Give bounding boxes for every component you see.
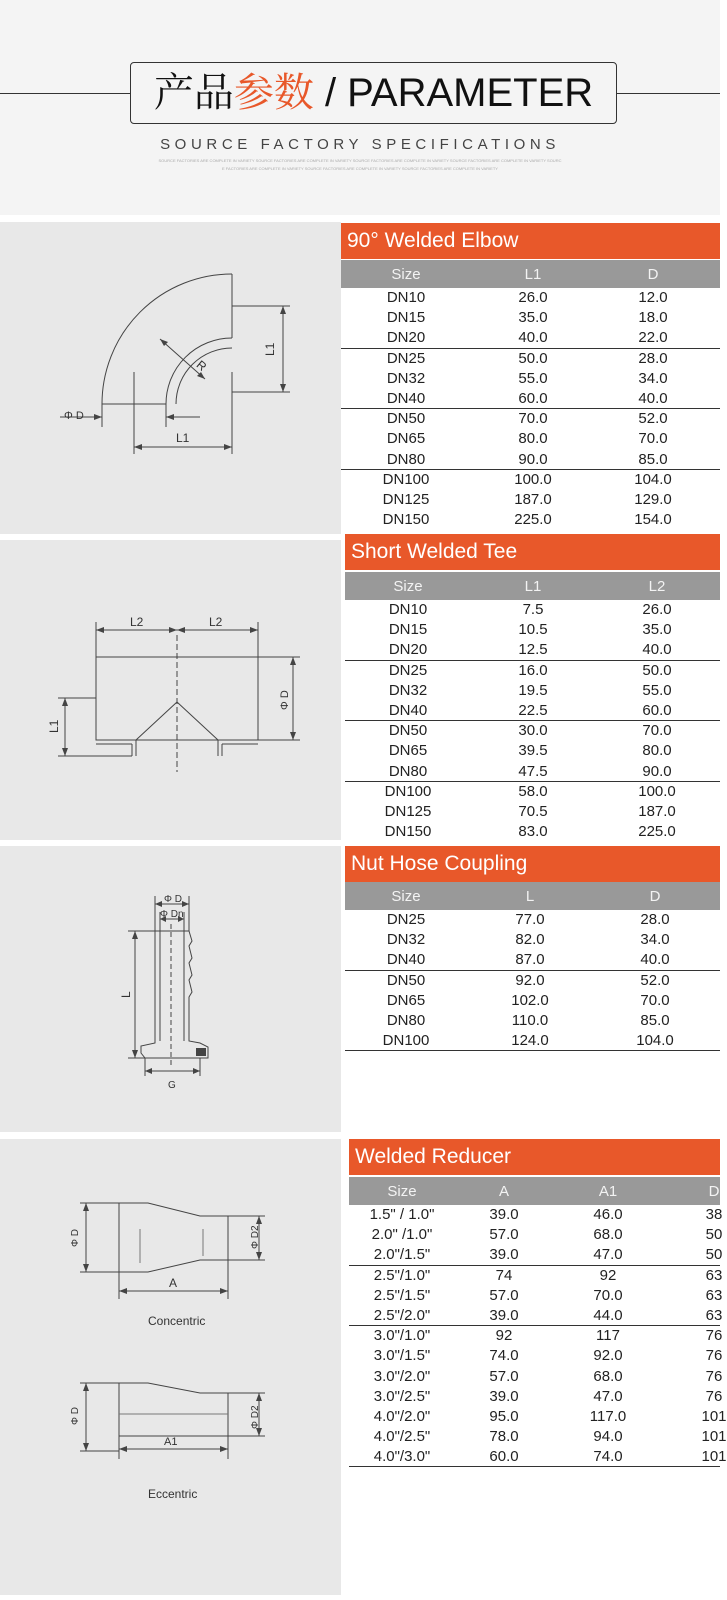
column-header: Size: [391, 888, 421, 905]
elbow-label-l1-bottom: L1: [176, 431, 190, 445]
column-header: A1: [598, 1183, 618, 1200]
elbow-table-body: [341, 288, 720, 530]
table-cell: 100.0: [638, 782, 676, 800]
table-cell: 63: [705, 1266, 723, 1284]
table-cell: 22.0: [638, 329, 668, 347]
elbow-label-r: R: [193, 357, 210, 374]
table-cell: 12.0: [638, 289, 668, 306]
table-cell: 87.0: [515, 951, 545, 969]
table-cell: DN80: [386, 450, 426, 468]
elbow-spec-table: [341, 260, 720, 530]
table-row: [341, 510, 720, 530]
table-cell: 101: [701, 1428, 727, 1446]
micro-text-line-1: SOURCE FACTORIES ARE COMPLETE IN VARIETY SOURCE FACTORIES ARE COMPLETE IN VARIETY SOURCE FACTORIES ARE COMPLETE IN VARIETY SOURCE FACTORIES ARE COMPLETE IN VARIETY SOURC: [158, 158, 562, 163]
reducer-eccentric-label-d: Φ D: [70, 1407, 81, 1425]
table-row: [345, 620, 720, 640]
table-header: [345, 572, 720, 600]
table-cell: DN150: [384, 823, 432, 841]
table-cell: DN32: [388, 681, 428, 699]
table-row: [341, 369, 720, 389]
table-cell: DN15: [388, 621, 428, 639]
tee-label-l1: L1: [47, 719, 61, 733]
table-cell: 94.0: [593, 1428, 623, 1446]
table-cell: 68.0: [593, 1226, 623, 1244]
page-subtitle: SOURCE FACTORY SPECIFICATIONS: [160, 136, 560, 153]
table-cell: 40.0: [642, 641, 672, 659]
table-cell: 38: [705, 1206, 723, 1223]
table-row: [345, 950, 720, 970]
table-cell: DN150: [382, 511, 430, 529]
table-cell: 76: [705, 1387, 723, 1405]
table-row: [349, 1447, 727, 1467]
table-cell: 39.0: [489, 1246, 519, 1264]
table-cell: 47.5: [518, 762, 548, 780]
table-row: [345, 701, 720, 721]
table-row: [345, 741, 720, 761]
table-cell: 57.0: [489, 1226, 519, 1244]
table-row: [341, 470, 720, 490]
table-cell: 26.0: [642, 601, 672, 618]
column-header: D: [647, 266, 659, 283]
title-rule-left: [0, 93, 130, 94]
table-cell: 101: [701, 1407, 727, 1425]
table-cell: 22.5: [518, 701, 548, 719]
page-header: [0, 0, 720, 215]
table-cell: 70.0: [638, 430, 668, 448]
table-cell: 77.0: [515, 911, 545, 928]
reducer-spec-table: [349, 1177, 727, 1467]
table-cell: 187.0: [514, 490, 552, 508]
table-cell: 47.0: [593, 1387, 623, 1405]
table-cell: DN10: [388, 601, 428, 618]
table-cell: DN100: [384, 782, 432, 800]
table-cell: DN65: [386, 991, 426, 1009]
table-cell: 117: [596, 1327, 620, 1345]
table-cell: 34.0: [640, 931, 670, 949]
column-header: Size: [393, 578, 423, 595]
table-row: [345, 661, 720, 681]
reducer-diagram: [0, 1139, 341, 1595]
column-header: L: [525, 888, 535, 905]
reducer-concentric-label-d2: Φ D2: [250, 1225, 261, 1249]
column-header: L1: [524, 578, 542, 595]
table-row: [345, 782, 720, 802]
table-cell: 19.5: [518, 681, 548, 699]
reducer-diagram-panel: [0, 1139, 341, 1595]
table-cell: DN32: [386, 931, 426, 949]
table-cell: DN40: [386, 951, 426, 969]
table-cell: 92.0: [593, 1347, 623, 1365]
table-row: [349, 1266, 723, 1286]
table-row: [349, 1326, 723, 1346]
table-row: [341, 429, 720, 449]
table-row: [345, 802, 720, 822]
table-cell: 110.0: [511, 1011, 549, 1029]
table-cell: DN50: [386, 971, 426, 989]
table-cell: 3.0"/1.5": [373, 1347, 431, 1365]
table-row: [341, 450, 720, 470]
column-header: D: [649, 888, 661, 905]
reducer-table-body: [349, 1205, 727, 1467]
table-cell: 102.0: [511, 991, 549, 1009]
tee-spec-panel: [345, 534, 720, 840]
table-cell: 52.0: [640, 971, 670, 989]
table-row: [345, 640, 720, 660]
table-cell: 46.0: [593, 1206, 623, 1223]
table-row: [349, 1306, 723, 1326]
table-cell: DN20: [386, 329, 426, 347]
title-cn-black: 产品: [153, 71, 234, 115]
elbow-label-d: Φ D: [64, 410, 84, 422]
table-cell: 2.5"/1.5": [373, 1286, 431, 1304]
table-cell: 78.0: [489, 1428, 519, 1446]
table-cell: 101: [701, 1448, 727, 1466]
table-cell: 3.0"/2.0": [373, 1367, 431, 1385]
table-cell: 2.5"/1.0": [373, 1266, 431, 1284]
table-row: [349, 1387, 723, 1407]
section-title-elbow: 90° Welded Elbow: [341, 223, 720, 259]
table-cell: 117.0: [589, 1407, 627, 1425]
table-cell: 2.0"/1.5": [373, 1246, 431, 1264]
table-cell: 39.0: [489, 1206, 519, 1223]
table-cell: 100.0: [514, 470, 552, 488]
table-cell: 83.0: [518, 823, 548, 841]
table-row: [345, 822, 720, 842]
table-cell: 76: [705, 1347, 723, 1365]
column-header: Size: [391, 266, 421, 283]
table-cell: 154.0: [634, 511, 672, 529]
table-cell: 55.0: [518, 369, 548, 387]
table-cell: 57.0: [489, 1367, 519, 1385]
table-cell: 85.0: [640, 1011, 670, 1029]
table-cell: 2.0" /1.0": [371, 1226, 433, 1244]
table-cell: 68.0: [593, 1367, 623, 1385]
elbow-spec-panel: [341, 222, 720, 534]
table-row: [341, 308, 720, 328]
tee-diagram: [0, 540, 341, 840]
table-row: [345, 721, 720, 741]
table-cell: DN40: [388, 701, 428, 719]
coupling-diagram: [0, 846, 341, 1132]
table-cell: DN125: [382, 490, 430, 508]
table-cell: 35.0: [518, 309, 548, 327]
table-cell: 60.0: [489, 1448, 519, 1466]
table-cell: 57.0: [489, 1286, 519, 1304]
table-cell: 50: [705, 1246, 723, 1264]
reducer-caption-eccentric: Eccentric: [148, 1487, 198, 1501]
table-cell: 74: [495, 1266, 513, 1284]
reducer-label-a1: A1: [164, 1436, 178, 1448]
table-cell: 63: [705, 1286, 723, 1304]
table-cell: 74.0: [489, 1347, 519, 1365]
column-header: Size: [387, 1183, 417, 1200]
reducer-concentric-label-d: Φ D: [70, 1229, 81, 1247]
table-row: [345, 910, 720, 930]
table-row: [341, 409, 720, 429]
table-row: [345, 681, 720, 701]
table-cell: DN125: [384, 802, 432, 820]
section-title-reducer: Welded Reducer: [349, 1139, 720, 1175]
section-title-coupling: Nut Hose Coupling: [345, 846, 720, 882]
title-rule-right: [615, 93, 720, 94]
page-title: [130, 62, 617, 124]
table-cell: 60.0: [642, 701, 672, 719]
column-header: L2: [648, 578, 666, 595]
table-row: [349, 1367, 723, 1387]
table-cell: 124.0: [511, 1032, 549, 1050]
table-row: [341, 288, 720, 308]
table-cell: DN65: [388, 742, 428, 760]
table-cell: 95.0: [489, 1407, 519, 1425]
table-cell: 44.0: [593, 1306, 623, 1324]
table-cell: 129.0: [634, 490, 672, 508]
table-cell: 82.0: [515, 931, 545, 949]
title-en: / PARAMETER: [313, 71, 594, 115]
table-row: [349, 1225, 723, 1245]
table-cell: 47.0: [593, 1246, 623, 1264]
table-cell: 28.0: [638, 349, 668, 367]
table-cell: 12.5: [518, 641, 548, 659]
table-row: [341, 328, 720, 348]
tee-diagram-panel: [0, 540, 341, 840]
table-row: [345, 600, 720, 620]
table-cell: 60.0: [518, 389, 548, 407]
table-cell: DN100: [382, 470, 430, 488]
table-cell: 40.0: [640, 951, 670, 969]
table-cell: 70.0: [642, 722, 672, 740]
table-cell: 90.0: [518, 450, 548, 468]
table-cell: 4.0"/3.0": [373, 1448, 431, 1466]
table-header: [349, 1177, 720, 1205]
table-row: [345, 971, 720, 991]
table-cell: 70.0: [518, 410, 548, 428]
table-cell: 39.0: [489, 1306, 519, 1324]
table-cell: 26.0: [518, 289, 548, 306]
table-cell: 225.0: [638, 823, 676, 841]
table-cell: DN32: [386, 369, 426, 387]
table-row: [341, 490, 720, 510]
table-cell: 40.0: [518, 329, 548, 347]
table-cell: DN25: [386, 911, 426, 928]
table-cell: DN20: [388, 641, 428, 659]
table-header: [341, 260, 720, 288]
table-cell: DN50: [386, 410, 426, 428]
table-row: [349, 1245, 723, 1265]
table-row: [345, 1031, 720, 1051]
table-cell: DN100: [382, 1032, 430, 1050]
table-cell: 70.0: [640, 991, 670, 1009]
table-row: [349, 1205, 723, 1225]
tee-label-l2-right: L2: [209, 615, 223, 629]
table-cell: DN50: [388, 722, 428, 740]
table-cell: 92.0: [515, 971, 545, 989]
table-cell: 70.5: [518, 802, 548, 820]
tee-label-d: Φ D: [279, 690, 291, 710]
table-row: [341, 389, 720, 409]
elbow-diagram-panel: [0, 222, 341, 534]
table-cell: 34.0: [638, 369, 668, 387]
table-row: [349, 1407, 727, 1427]
table-cell: 1.5" / 1.0": [369, 1206, 435, 1223]
table-cell: 70.0: [593, 1286, 623, 1304]
table-cell: 104.0: [636, 1032, 674, 1050]
table-cell: 28.0: [640, 911, 670, 928]
coupling-diagram-panel: [0, 846, 341, 1132]
table-cell: 90.0: [642, 762, 672, 780]
table-cell: 35.0: [642, 621, 672, 639]
elbow-diagram: [0, 222, 341, 534]
table-cell: 85.0: [638, 450, 668, 468]
tee-table-body: [345, 600, 720, 842]
table-cell: DN10: [386, 289, 426, 306]
table-row: [349, 1427, 727, 1447]
coupling-spec-panel: [345, 846, 720, 1132]
table-cell: 52.0: [638, 410, 668, 428]
table-cell: 225.0: [514, 511, 552, 529]
table-cell: 50.0: [642, 661, 672, 679]
table-cell: 39.5: [518, 742, 548, 760]
column-header: D: [708, 1183, 720, 1200]
table-cell: 3.0"/2.5": [373, 1387, 431, 1405]
table-cell: 4.0"/2.0": [373, 1407, 431, 1425]
tee-spec-table: [345, 572, 720, 842]
coupling-label-g: G: [168, 1080, 176, 1091]
table-cell: 7.5: [522, 601, 544, 618]
table-cell: DN15: [386, 309, 426, 327]
table-header: [345, 882, 720, 910]
table-row: [345, 991, 720, 1011]
table-cell: 50.0: [518, 349, 548, 367]
column-header: L1: [524, 266, 542, 283]
table-cell: 18.0: [638, 309, 668, 327]
micro-text-line-2: E FACTORIES ARE COMPLETE IN VARIETY SOURCE FACTORIES ARE COMPLETE IN VARIETY SOURCE FACTORIES ARE COMPLETE IN VARIETY: [222, 166, 498, 171]
table-cell: 58.0: [518, 782, 548, 800]
table-cell: DN80: [388, 762, 428, 780]
table-row: [341, 349, 720, 369]
table-cell: DN25: [388, 661, 428, 679]
table-cell: 104.0: [634, 470, 672, 488]
table-cell: 92: [495, 1327, 513, 1345]
table-cell: 40.0: [638, 389, 668, 407]
table-cell: 4.0"/2.5": [373, 1428, 431, 1446]
table-cell: 80.0: [642, 742, 672, 760]
table-cell: 63: [705, 1306, 723, 1324]
table-cell: DN65: [386, 430, 426, 448]
table-cell: 187.0: [638, 802, 676, 820]
table-cell: 16.0: [518, 661, 548, 679]
column-header: A: [498, 1183, 510, 1200]
table-cell: 80.0: [518, 430, 548, 448]
table-cell: 3.0"/1.0": [373, 1327, 431, 1345]
table-row: [349, 1286, 723, 1306]
table-row: [345, 1011, 720, 1031]
table-cell: 39.0: [489, 1387, 519, 1405]
table-cell: DN80: [386, 1011, 426, 1029]
table-cell: 74.0: [593, 1448, 623, 1466]
elbow-label-l1-side: L1: [263, 342, 277, 356]
coupling-label-d: Φ D: [164, 894, 182, 905]
coupling-spec-table: [345, 882, 720, 1051]
table-row: [345, 930, 720, 950]
table-cell: 50: [705, 1226, 723, 1244]
reducer-eccentric-label-d2: Φ D2: [250, 1405, 261, 1429]
reducer-label-a: A: [169, 1276, 178, 1290]
table-cell: DN25: [386, 349, 426, 367]
table-cell: 55.0: [642, 681, 672, 699]
table-cell: 76: [705, 1327, 723, 1345]
table-row: [349, 1346, 723, 1366]
coupling-label-dn: Φ Dn: [160, 909, 184, 920]
table-cell: 10.5: [518, 621, 548, 639]
coupling-label-l: L: [119, 991, 133, 998]
table-row: [345, 762, 720, 782]
table-cell: 92: [599, 1266, 617, 1284]
table-cell: 2.5"/2.0": [373, 1306, 431, 1324]
coupling-table-body: [345, 910, 720, 1051]
reducer-spec-panel: [349, 1139, 727, 1595]
reducer-caption-concentric: Concentric: [148, 1314, 206, 1328]
table-cell: 30.0: [518, 722, 548, 740]
title-cn-orange: 参数: [233, 71, 314, 115]
table-cell: 76: [705, 1367, 723, 1385]
tee-label-l2-left: L2: [130, 615, 144, 629]
section-title-tee: Short Welded Tee: [345, 534, 720, 570]
table-cell: DN40: [386, 389, 426, 407]
